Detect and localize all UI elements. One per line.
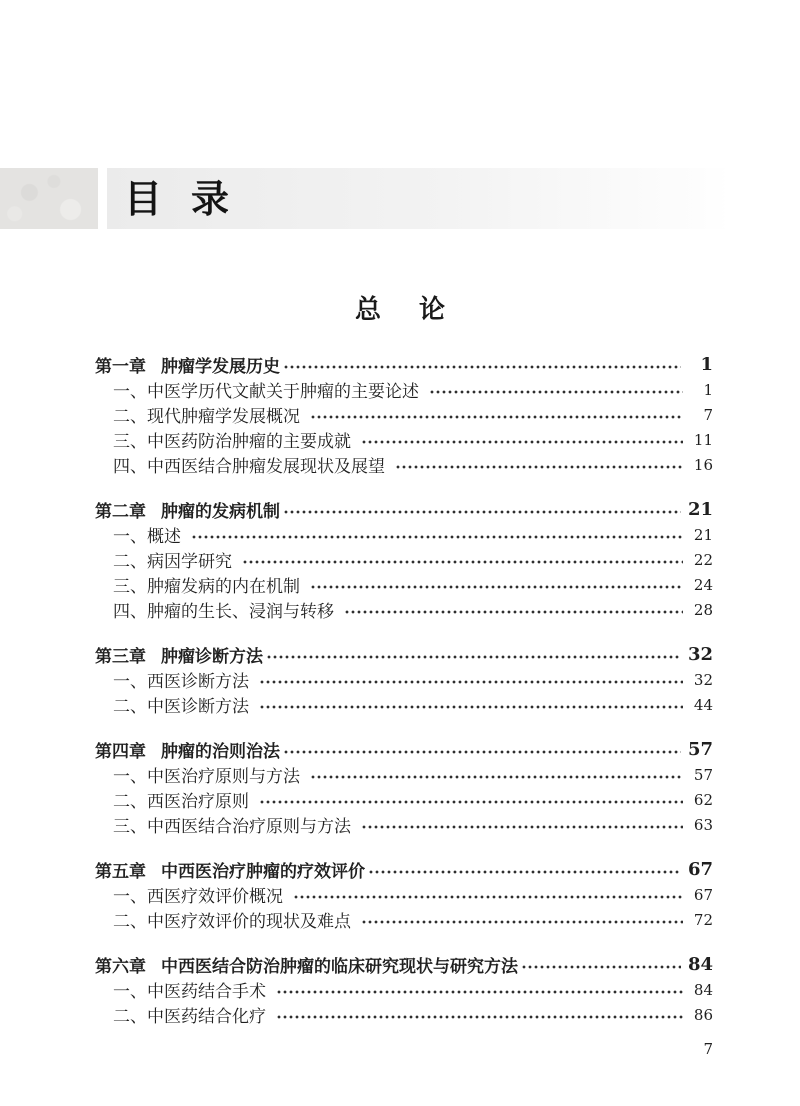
item-title: 二、西医治疗原则 bbox=[113, 792, 249, 812]
chapter-items bbox=[95, 882, 713, 932]
chapter-items bbox=[95, 762, 713, 837]
leader-dots bbox=[283, 497, 681, 522]
toc-item-row bbox=[95, 812, 713, 837]
chapter-items bbox=[95, 377, 713, 477]
toc-item-row bbox=[95, 1002, 713, 1027]
toc-chapter-row bbox=[95, 642, 713, 667]
toc-chapter-group bbox=[95, 737, 713, 837]
folio-page-number: 7 bbox=[703, 1040, 713, 1058]
chapter-page-number: 57 bbox=[687, 739, 713, 760]
toc-item-row bbox=[95, 882, 713, 907]
item-title: 一、中医学历代文献关于肿瘤的主要论述 bbox=[113, 382, 419, 402]
item-title: 四、肿瘤的生长、浸润与转移 bbox=[113, 602, 334, 622]
leader-dots bbox=[521, 952, 681, 977]
toc-chapter-group bbox=[95, 352, 713, 477]
toc-item-row bbox=[95, 572, 713, 597]
toc-item-row bbox=[95, 547, 713, 572]
chapter-page-number: 32 bbox=[687, 644, 713, 665]
leader-dots bbox=[276, 977, 683, 1002]
toc-chapter-group bbox=[95, 857, 713, 932]
page-title: 目录 bbox=[124, 176, 259, 221]
toc-item-row bbox=[95, 907, 713, 932]
leader-dots bbox=[293, 882, 683, 907]
chapter-label: 第二章 bbox=[95, 502, 146, 522]
item-page-number: 67 bbox=[693, 885, 713, 904]
item-title: 一、中医药结合手术 bbox=[113, 982, 266, 1002]
chapter-label: 第六章 bbox=[95, 957, 146, 977]
item-page-number: 28 bbox=[693, 600, 713, 619]
leader-dots bbox=[395, 452, 683, 477]
chapter-label: 第五章 bbox=[95, 862, 146, 882]
chapter-label: 第三章 bbox=[95, 647, 146, 667]
toc-chapter-row bbox=[95, 857, 713, 882]
leader-dots bbox=[310, 402, 683, 427]
leader-dots bbox=[276, 1002, 683, 1027]
item-title: 二、中医诊断方法 bbox=[113, 697, 249, 717]
leader-dots bbox=[361, 907, 683, 932]
toc-chapter-group bbox=[95, 497, 713, 622]
item-title: 一、西医诊断方法 bbox=[113, 672, 249, 692]
toc-item-row bbox=[95, 522, 713, 547]
leader-dots bbox=[429, 377, 683, 402]
leader-dots bbox=[259, 692, 683, 717]
toc-item-row bbox=[95, 977, 713, 1002]
toc-item-row bbox=[95, 597, 713, 622]
item-page-number: 44 bbox=[693, 695, 713, 714]
item-page-number: 57 bbox=[693, 765, 713, 784]
item-page-number: 62 bbox=[693, 790, 713, 809]
toc-item-row bbox=[95, 452, 713, 477]
leader-dots bbox=[283, 352, 681, 377]
chapter-page-number: 84 bbox=[687, 954, 713, 975]
item-page-number: 21 bbox=[693, 525, 713, 544]
leader-dots bbox=[310, 572, 683, 597]
item-title: 二、现代肿瘤学发展概况 bbox=[113, 407, 300, 427]
toc-chapter-group bbox=[95, 952, 713, 1027]
chapter-title: 中西医结合防治肿瘤的临床研究现状与研究方法 bbox=[161, 957, 518, 977]
chapter-title: 肿瘤诊断方法 bbox=[161, 647, 263, 667]
item-title: 一、中医治疗原则与方法 bbox=[113, 767, 300, 787]
chapter-page-number: 21 bbox=[687, 499, 713, 520]
item-title: 三、中西医结合治疗原则与方法 bbox=[113, 817, 351, 837]
toc-chapter-row bbox=[95, 737, 713, 762]
item-page-number: 16 bbox=[693, 455, 713, 474]
item-title: 二、中医药结合化疗 bbox=[113, 1007, 266, 1027]
item-title: 三、肿瘤发病的内在机制 bbox=[113, 577, 300, 597]
toc-item-row bbox=[95, 787, 713, 812]
toc bbox=[95, 352, 713, 1047]
toc-chapter-row bbox=[95, 352, 713, 377]
chapter-title: 肿瘤的治则治法 bbox=[161, 742, 280, 762]
toc-item-row bbox=[95, 377, 713, 402]
item-title: 一、西医疗效评价概况 bbox=[113, 887, 283, 907]
item-page-number: 32 bbox=[693, 670, 713, 689]
leader-dots bbox=[361, 812, 683, 837]
toc-item-row bbox=[95, 402, 713, 427]
leader-dots bbox=[259, 787, 683, 812]
toc-chapter-group bbox=[95, 642, 713, 717]
item-title: 二、中医疗效评价的现状及难点 bbox=[113, 912, 351, 932]
toc-item-row bbox=[95, 692, 713, 717]
chapter-label: 第一章 bbox=[95, 357, 146, 377]
chapter-title: 肿瘤的发病机制 bbox=[161, 502, 280, 522]
leader-dots bbox=[344, 597, 683, 622]
chapter-items bbox=[95, 522, 713, 622]
item-title: 三、中医药防治肿瘤的主要成就 bbox=[113, 432, 351, 452]
item-page-number: 24 bbox=[693, 575, 713, 594]
leader-dots bbox=[242, 547, 683, 572]
leader-dots bbox=[266, 642, 681, 667]
item-title: 二、病因学研究 bbox=[113, 552, 232, 572]
leader-dots bbox=[368, 857, 681, 882]
page-edge-texture bbox=[0, 168, 98, 229]
item-title: 一、概述 bbox=[113, 527, 181, 547]
toc-item-row bbox=[95, 762, 713, 787]
toc-item-row bbox=[95, 667, 713, 692]
leader-dots bbox=[259, 667, 683, 692]
item-page-number: 1 bbox=[703, 380, 713, 399]
chapter-items bbox=[95, 667, 713, 717]
item-page-number: 72 bbox=[693, 910, 713, 929]
item-page-number: 22 bbox=[693, 550, 713, 569]
leader-dots bbox=[283, 737, 681, 762]
header-band bbox=[107, 168, 730, 229]
item-page-number: 84 bbox=[693, 980, 713, 999]
leader-dots bbox=[191, 522, 683, 547]
chapter-page-number: 67 bbox=[687, 859, 713, 880]
toc-chapter-row bbox=[95, 952, 713, 977]
item-page-number: 86 bbox=[693, 1005, 713, 1024]
chapter-label: 第四章 bbox=[95, 742, 146, 762]
item-title: 四、中西医结合肿瘤发展现状及展望 bbox=[113, 457, 385, 477]
chapter-title: 肿瘤学发展历史 bbox=[161, 357, 280, 377]
item-page-number: 63 bbox=[693, 815, 713, 834]
leader-dots bbox=[310, 762, 683, 787]
item-page-number: 7 bbox=[703, 405, 713, 424]
leader-dots bbox=[361, 427, 683, 452]
toc-item-row bbox=[95, 427, 713, 452]
section-title: 总论 bbox=[354, 295, 483, 325]
chapter-items bbox=[95, 977, 713, 1027]
toc-chapter-row bbox=[95, 497, 713, 522]
chapter-page-number: 1 bbox=[700, 354, 713, 375]
chapter-title: 中西医治疗肿瘤的疗效评价 bbox=[161, 862, 365, 882]
item-page-number: 11 bbox=[693, 430, 713, 449]
